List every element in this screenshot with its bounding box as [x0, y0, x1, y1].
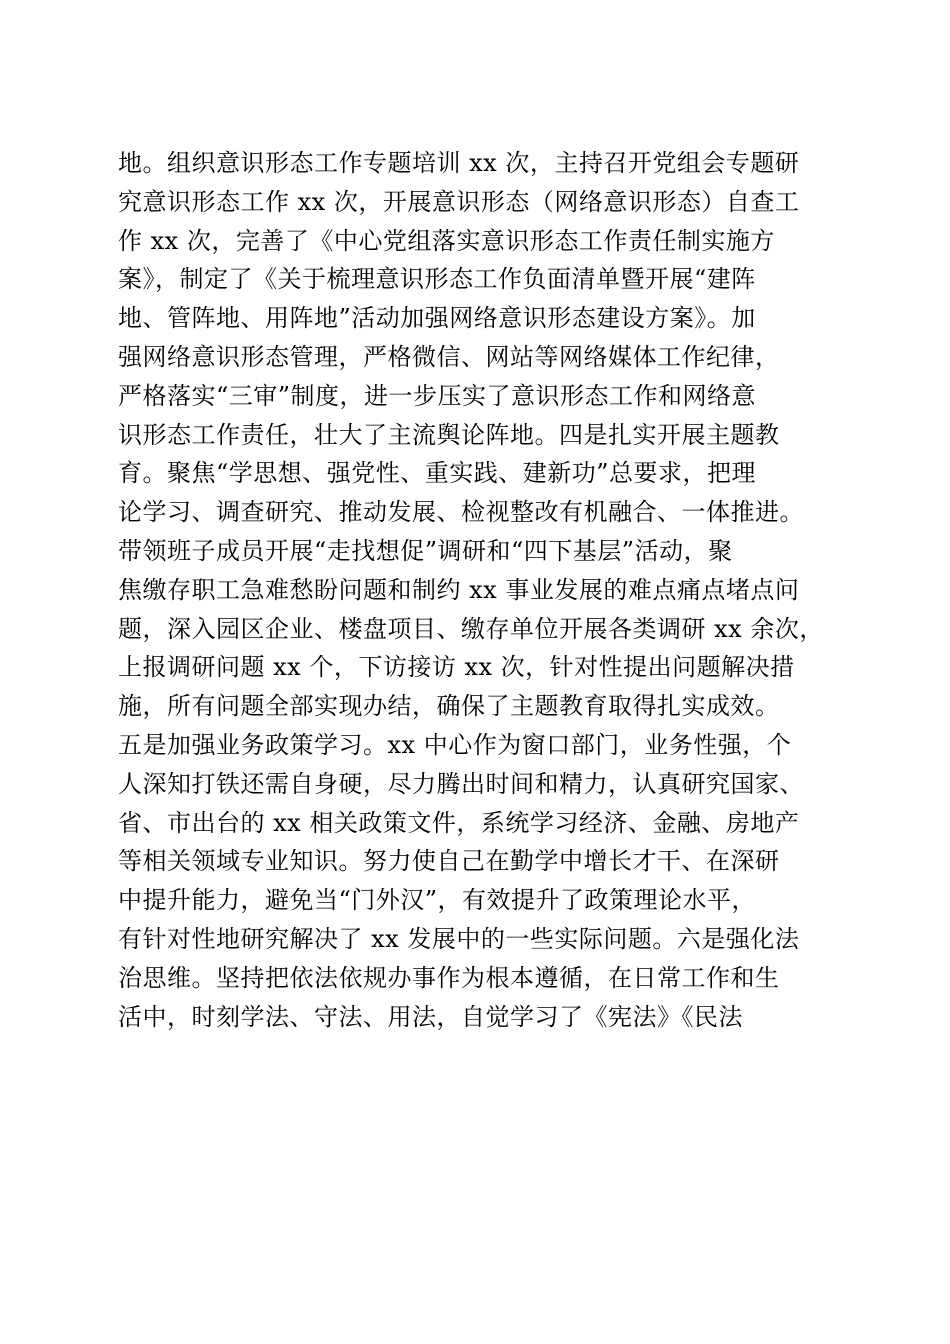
body-text	[118, 144, 838, 1036]
text-line: 题，深入园区企业、楼盘项目、缴存单位开展各类调研 xx 余次，	[118, 614, 824, 643]
text-line: 有针对性地研究解决了 xx 发展中的一些实际问题。六是强化法	[118, 924, 800, 953]
text-line: 强网络意识形态管理，严格微信、网站等网络媒体工作纪律，	[118, 342, 780, 371]
text-line: 案》，制定了《关于梳理意识形态工作负面清单暨开展“建阵	[118, 265, 756, 294]
text-line: 人深知打铁还需自身硬，尽力腾出时间和精力，认真研究国家、	[118, 769, 804, 798]
text-line: 活中，时刻学法、守法、用法，自觉学习了《宪法》《民法	[118, 1002, 743, 1031]
text-line: 五是加强业务政策学习。xx 中心作为窗口部门，业务性强，个	[118, 730, 792, 759]
text-line: 焦缴存职工急难愁盼问题和制约 xx 事业发展的难点痛点堵点问	[118, 575, 800, 604]
text-line: 等相关领域专业知识。努力使自己在勤学中增长才干、在深研	[118, 847, 780, 876]
text-line: 作 xx 次，完善了《中心党组落实意识形态工作责任制实施方	[118, 226, 775, 255]
text-line: 中提升能力，避免当“门外汉”，有效提升了政策理论水平，	[118, 886, 757, 915]
text-line: 上报调研问题 xx 个，下访接访 xx 次，针对性提出问题解决措	[118, 653, 795, 682]
text-line: 省、市出台的 xx 相关政策文件，系统学习经济、金融、房地产	[118, 808, 800, 837]
text-line: 育。聚焦“学思想、强党性、重实践、建新功”总要求，把理	[118, 459, 757, 488]
text-line: 施，所有问题全部实现办结，确保了主题教育取得扎实成效。	[118, 692, 780, 721]
text-line: 带领班子成员开展“走找想促”调研和“四下基层”活动，聚	[118, 536, 733, 565]
text-line: 识形态工作责任，壮大了主流舆论阵地。四是扎实开展主题教	[118, 420, 780, 449]
text-line: 地。组织意识形态工作专题培训 xx 次，主持召开党组会专题研	[118, 149, 800, 177]
text-line: 论学习、调查研究、推动发展、检视整改有机融合、一体推进。	[118, 498, 804, 527]
text-line: 严格落实“三审”制度，进一步压实了意识形态工作和网络意	[118, 381, 757, 410]
text-line: 究意识形态工作 xx 次，开展意识形态（网络意识形态）自查工	[118, 187, 800, 216]
text-line: 地、管阵地、用阵地”活动加强网络意识形态建设方案》。加	[118, 304, 756, 333]
text-line: 治思维。坚持把依法依规办事作为根本遵循，在日常工作和生	[118, 963, 780, 992]
